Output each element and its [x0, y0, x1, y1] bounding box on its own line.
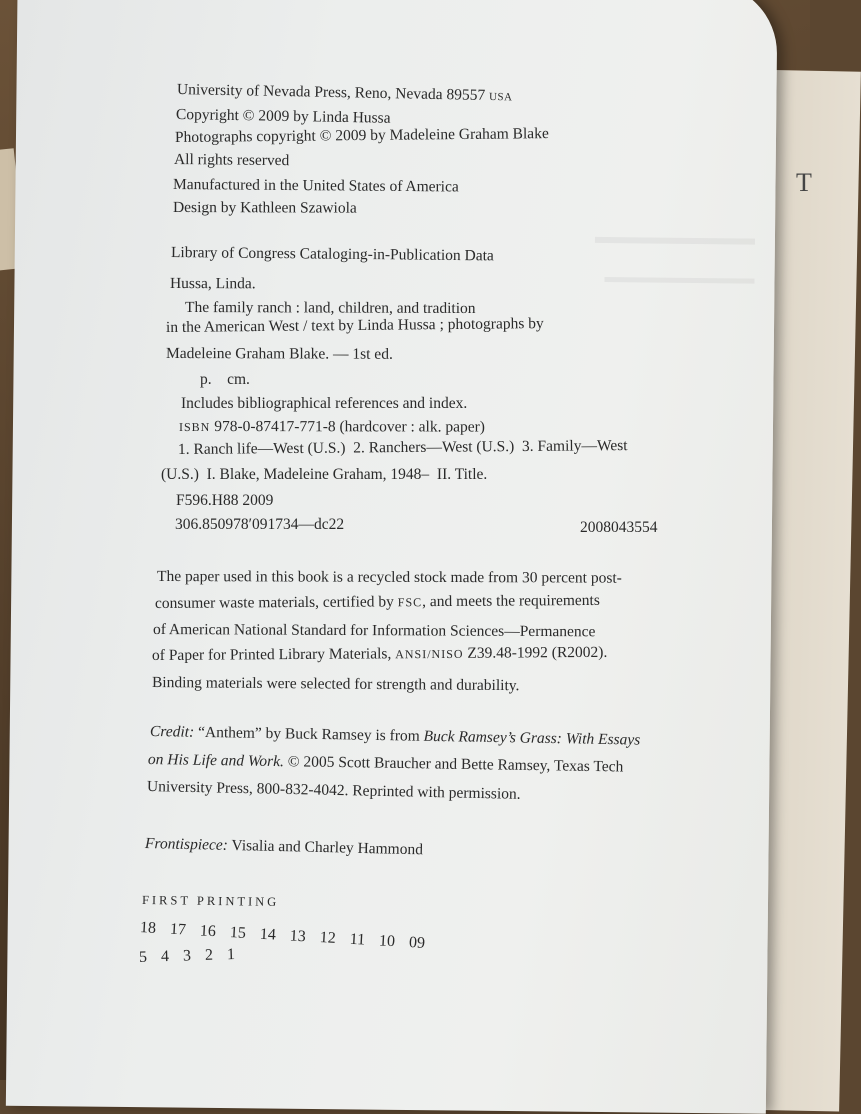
cip-lccn: 2008043554 — [580, 519, 658, 536]
paper-note-line-2 — [155, 593, 600, 612]
credit-label: Credit: — [149, 723, 195, 741]
credit-line-2 — [148, 752, 624, 775]
manufactured-line: Manufactured in the United States of America — [172, 176, 459, 196]
cip-title-line-1: The family ranch : land, children, and tradition — [184, 299, 476, 318]
fsc-abbreviation: FSC — [397, 595, 423, 610]
cip-call-number: F596.H88 2009 — [176, 492, 274, 509]
frontispiece-label: Frontispiece: — [144, 835, 229, 854]
first-printing-label: FIRST PRINTING — [141, 893, 280, 909]
cip-subjects-line-2: (U.S.) I. Blake, Madeleine Graham, 1948– II. Title. — [161, 466, 488, 483]
paper-note-line-2a: consumer waste materials, certified by — [154, 593, 394, 612]
credit-book-title: Buck Ramsey’s Grass: With Essays — [423, 727, 641, 749]
printing-numbers-row-1: 18 17 16 15 14 13 12 11 10 09 — [139, 919, 426, 952]
copyright-line: Copyright © 2009 by Linda Hussa — [175, 106, 391, 127]
paper-note-line-3: of American National Standard for Information Sciences—Permanence — [152, 621, 596, 641]
cip-isbn-line — [179, 419, 485, 435]
credit-line-1 — [150, 724, 641, 748]
paper-note-line-1: The paper used in this book is a recycled stock made from 30 percent post- — [156, 568, 622, 587]
frontispiece-line — [145, 836, 423, 858]
underlying-page-letter: T — [796, 168, 812, 197]
cip-author: Hussa, Linda. — [169, 275, 256, 293]
cip-bibliography-note: Includes bibliographical references and index. — [181, 395, 468, 412]
isbn-value: 978-0-87417-771-8 (hardcover : alk. paper) — [214, 418, 485, 436]
publisher-country: USA — [488, 90, 513, 104]
printing-numbers-row-2: 5 4 3 2 1 — [138, 945, 236, 966]
rights-line: All rights reserved — [173, 151, 290, 170]
credit-text-1: “Anthem” by Buck Ramsey is from — [197, 723, 420, 745]
cip-title-line-2: in the American West / text by Linda Hussa ; photographs by — [165, 315, 544, 336]
cip-heading: Library of Congress Cataloging-in-Publication Data — [170, 244, 494, 265]
credit-text-2: © 2005 Scott Braucher and Bette Ramsey, Texas Tech — [287, 753, 624, 776]
cip-title-line-3: Madeleine Graham Blake. — 1st ed. — [165, 345, 393, 363]
publisher-line — [177, 82, 513, 104]
isbn-label: ISBN — [178, 420, 211, 435]
ansi-niso-abbreviation: ANSI/NISO — [395, 646, 464, 662]
paper-note-line-5: Binding materials were selected for strength and durability. — [151, 674, 520, 695]
paper-note-line-4a: of Paper for Printed Library Materials, — [151, 645, 392, 664]
paper-note-line-4b: Z39.48-1992 (R2002). — [467, 643, 608, 662]
photographs-copyright-line: Photographs copyright © 2009 by Madeleine Graham Blake — [174, 125, 549, 146]
frontispiece-text: Visalia and Charley Hammond — [231, 836, 424, 859]
paper-note-line-4 — [152, 645, 607, 664]
paper-note-line-2b: , and meets the requirements — [422, 591, 600, 611]
cip-physical-description: p. cm. — [200, 371, 250, 388]
credit-line-3: University Press, 800-832-4042. Reprinted with permission. — [146, 778, 521, 803]
design-credit-line: Design by Kathleen Szawiola — [172, 199, 357, 217]
cip-dewey-number: 306.850978′091734—dc22 — [175, 516, 345, 533]
publisher-address: University of Nevada Press, Reno, Nevada 89557 — [176, 81, 486, 104]
cip-subjects-line-1: 1. Ranch life—West (U.S.) 2. Ranchers—West (U.S.) 3. Family—West — [177, 437, 628, 458]
credit-book-title-cont: on His Life and Work. — [147, 751, 285, 771]
